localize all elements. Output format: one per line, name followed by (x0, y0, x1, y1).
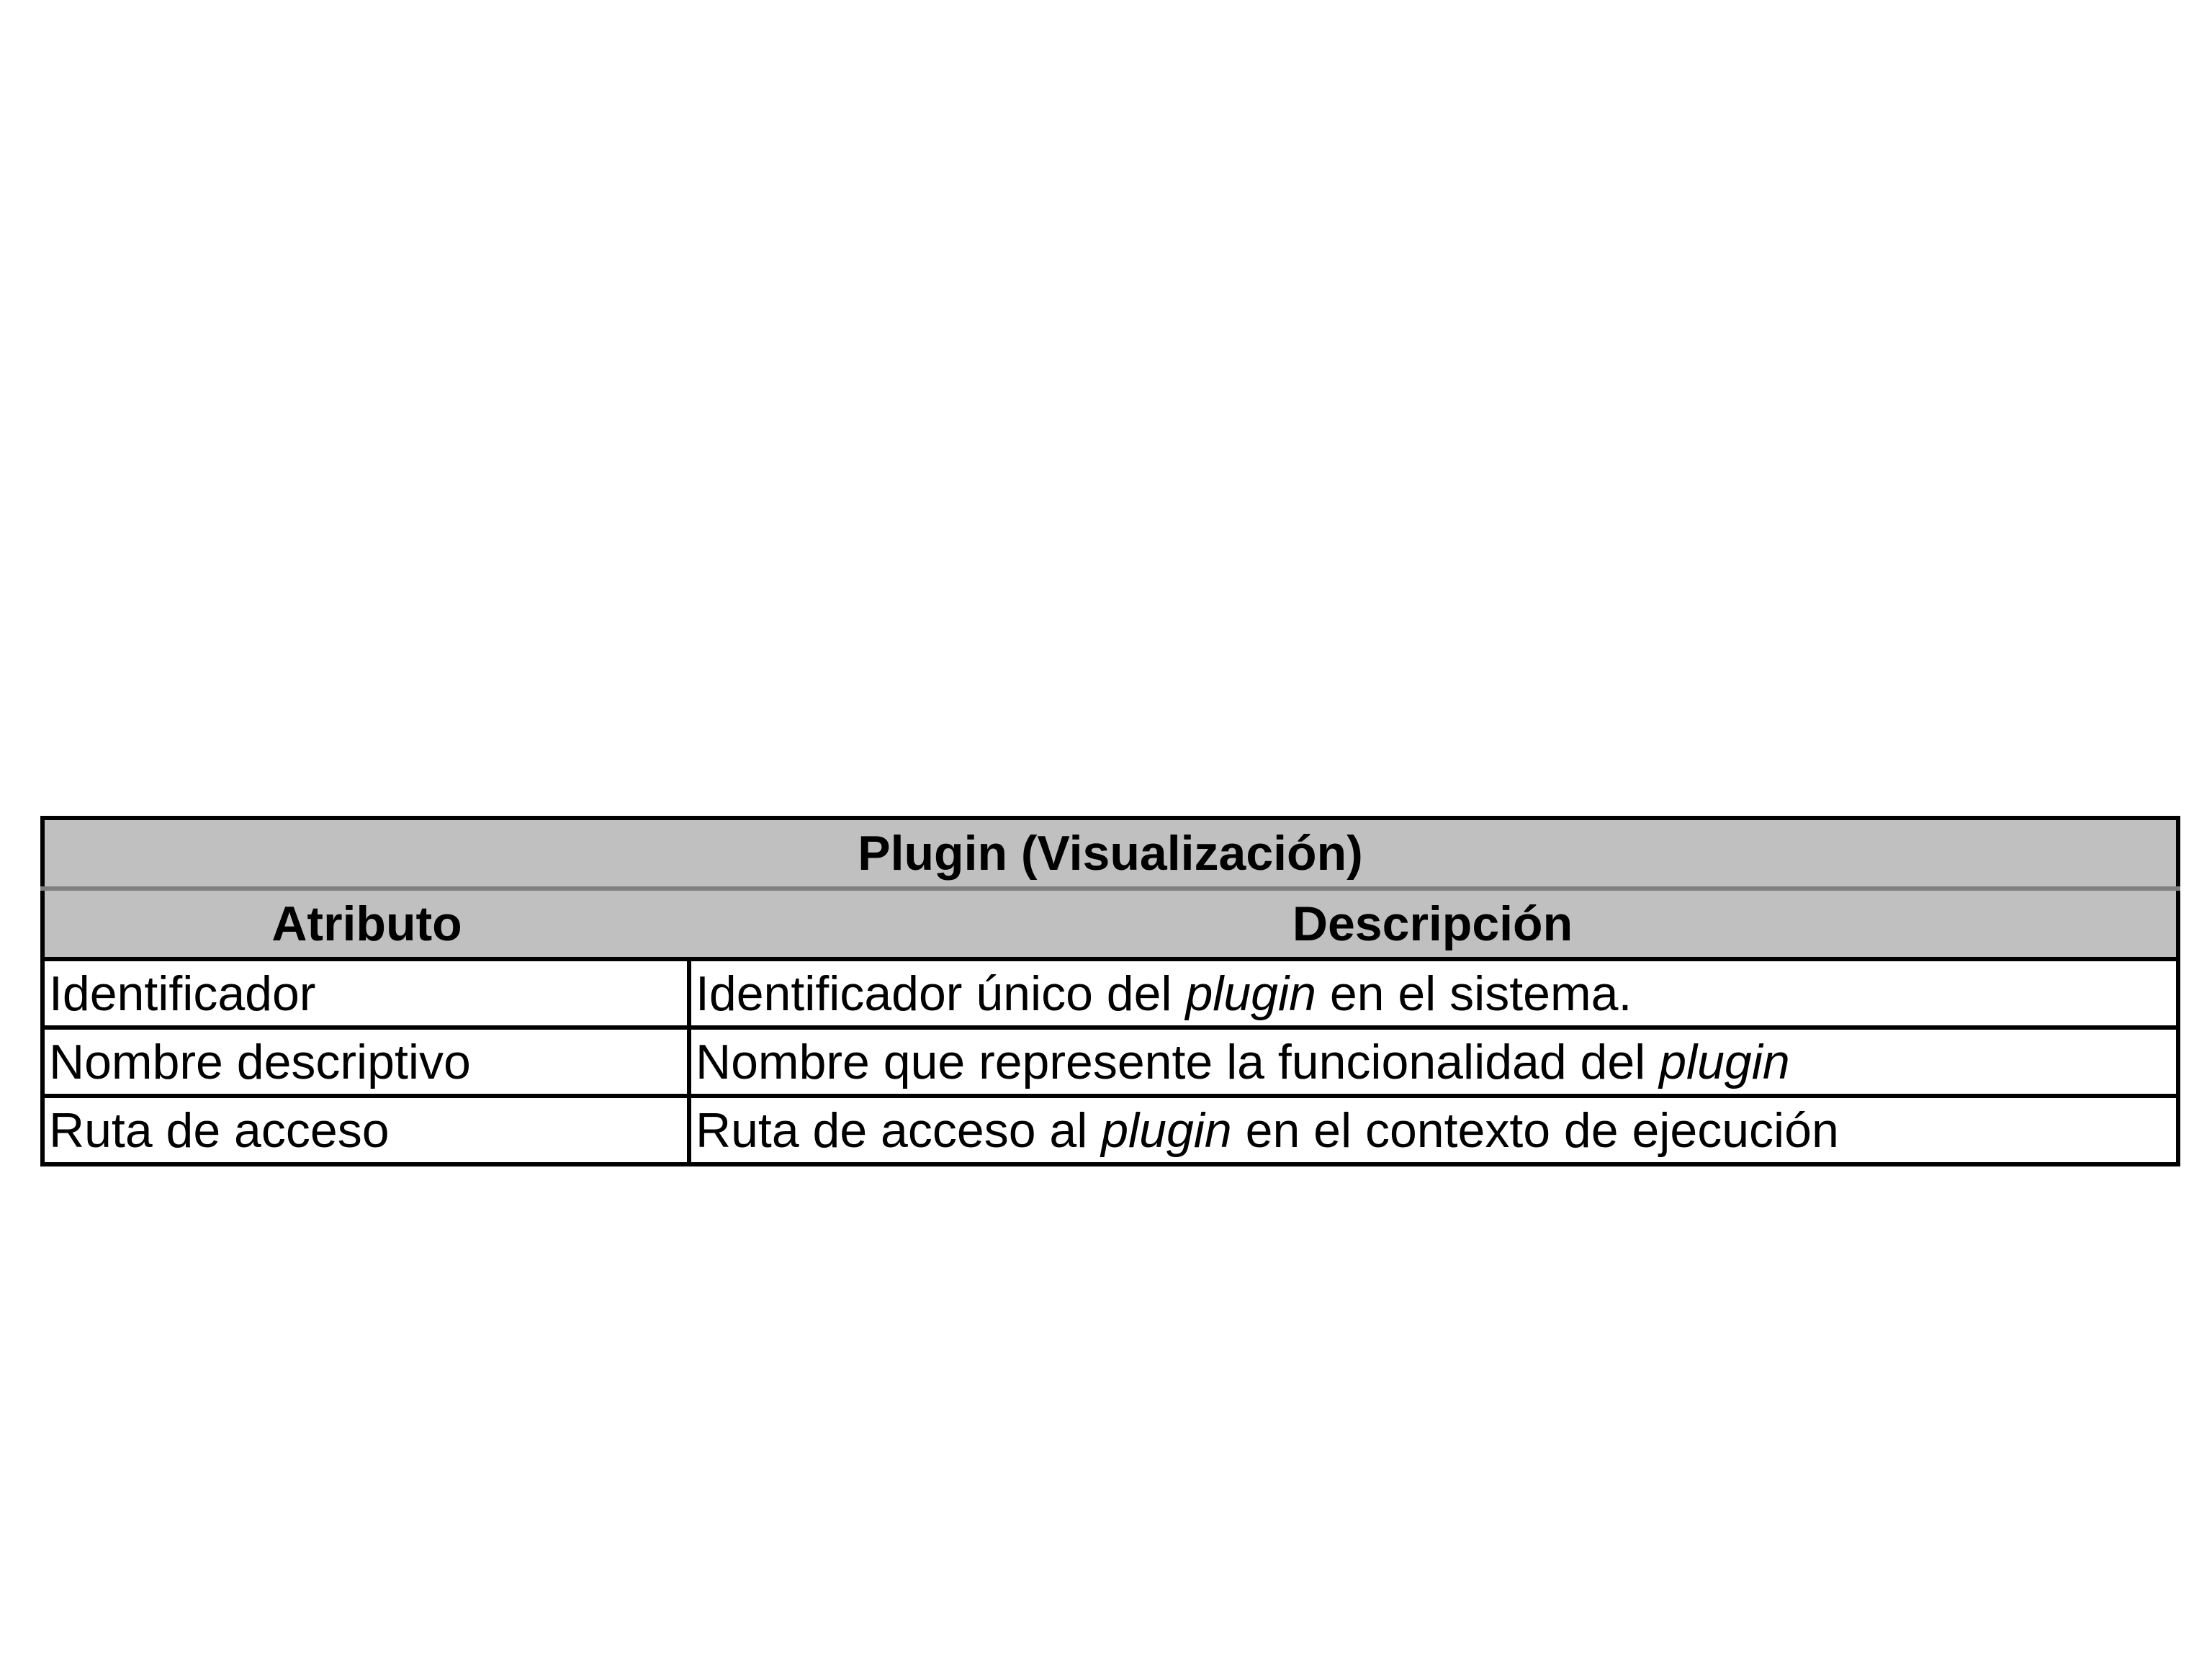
table-row (42, 959, 2178, 1028)
description-text-end: en el sistema. (1316, 966, 1632, 1021)
description-cell (689, 959, 2178, 1028)
description-italic-term: plugin (1659, 1034, 1790, 1089)
table-title: Plugin (Visualización) (42, 818, 2178, 889)
description-cell (689, 1096, 2178, 1164)
table-title-row (42, 818, 2178, 889)
attribute-cell: Nombre descriptivo (42, 1028, 689, 1096)
attribute-cell: Identificador (42, 959, 689, 1028)
column-header-description: Descripción (689, 889, 2178, 959)
description-italic-term: plugin (1101, 1102, 1232, 1158)
plugin-attributes-table (40, 816, 2180, 1166)
table-row (42, 1096, 2178, 1164)
description-text: Nombre que represente la funcionalidad del (696, 1034, 1660, 1089)
table-container (40, 816, 2176, 1166)
table-header-row (42, 889, 2178, 959)
description-text: Identificador único del (696, 966, 1186, 1021)
description-text-end: en el contexto de ejecución (1231, 1102, 1839, 1158)
description-cell (689, 1028, 2178, 1096)
attribute-cell: Ruta de acceso (42, 1096, 689, 1164)
description-italic-term: plugin (1185, 966, 1316, 1021)
column-header-attribute: Atributo (42, 889, 689, 959)
description-text: Ruta de acceso al (696, 1102, 1102, 1158)
table-row (42, 1028, 2178, 1096)
